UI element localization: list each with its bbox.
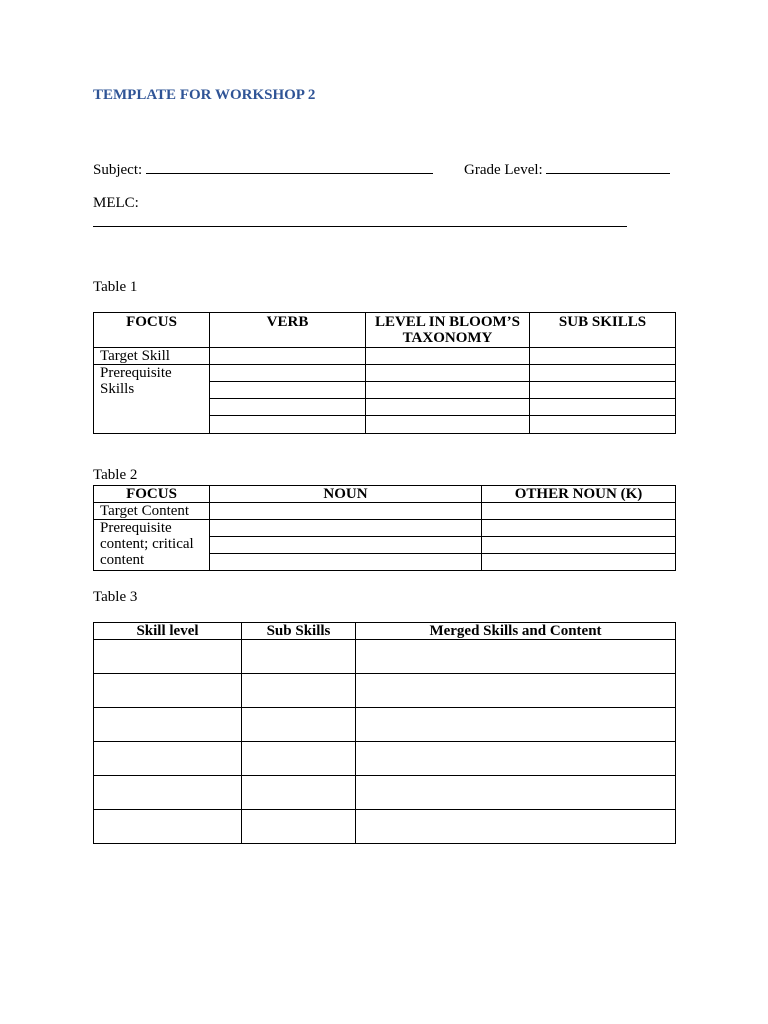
table-cell[interactable] (482, 503, 676, 520)
table-3 (93, 622, 676, 844)
table-row (94, 365, 676, 382)
page-title: TEMPLATE FOR WORKSHOP 2 (93, 87, 316, 103)
table2-row-label-target-content: Target Content (94, 503, 210, 520)
subject-label: Subject: (93, 162, 143, 178)
table-cell[interactable] (356, 708, 676, 742)
table-cell[interactable] (210, 554, 482, 571)
table-cell[interactable] (242, 640, 356, 674)
table-row (94, 708, 676, 742)
table-cell[interactable] (530, 416, 676, 434)
table-row (94, 640, 676, 674)
table-cell[interactable] (366, 382, 530, 399)
table-cell[interactable] (242, 674, 356, 708)
melc-label: MELC: (93, 195, 139, 211)
table-row (94, 348, 676, 365)
grade-level-field[interactable] (546, 161, 670, 174)
table-cell[interactable] (242, 742, 356, 776)
subject-line (93, 161, 433, 179)
table-cell[interactable] (210, 503, 482, 520)
table-row (94, 674, 676, 708)
subject-field[interactable] (146, 161, 433, 174)
table-2 (93, 485, 676, 571)
table-cell[interactable] (356, 674, 676, 708)
table-cell[interactable] (210, 365, 366, 382)
table1-header-sub-skills: SUB SKILLS (530, 313, 676, 348)
table2-header-row (94, 486, 676, 503)
table-row (94, 503, 676, 520)
table-cell[interactable] (242, 810, 356, 844)
table2-header-other-noun: OTHER NOUN (K) (482, 486, 676, 503)
table-cell[interactable] (210, 416, 366, 434)
table2-header-noun: NOUN (210, 486, 482, 503)
table3-header-merged: Merged Skills and Content (356, 623, 676, 640)
table-cell[interactable] (366, 416, 530, 434)
table-cell[interactable] (530, 382, 676, 399)
table-cell[interactable] (366, 399, 530, 416)
table2-header-focus: FOCUS (94, 486, 210, 503)
table-cell[interactable] (94, 742, 242, 776)
table3-header-sub-skills: Sub Skills (242, 623, 356, 640)
table-cell[interactable] (482, 554, 676, 571)
table-cell[interactable] (482, 537, 676, 554)
table-cell[interactable] (242, 708, 356, 742)
table-cell[interactable] (210, 348, 366, 365)
table-cell[interactable] (356, 776, 676, 810)
table-cell[interactable] (356, 640, 676, 674)
table1-header-focus: FOCUS (94, 313, 210, 348)
table2-caption: Table 2 (93, 467, 138, 483)
table-1 (93, 312, 676, 434)
table-cell[interactable] (366, 365, 530, 382)
table-cell[interactable] (530, 348, 676, 365)
table-cell[interactable] (530, 365, 676, 382)
table-cell[interactable] (210, 399, 366, 416)
table-cell[interactable] (356, 810, 676, 844)
melc-field[interactable] (93, 226, 627, 227)
table-cell[interactable] (530, 399, 676, 416)
table-cell[interactable] (94, 708, 242, 742)
table-cell[interactable] (210, 537, 482, 554)
table1-caption: Table 1 (93, 279, 138, 295)
table3-header-skill-level: Skill level (94, 623, 242, 640)
table3-header-row (94, 623, 676, 640)
table-row (94, 776, 676, 810)
grade-level-line (464, 161, 670, 179)
table-cell[interactable] (210, 382, 366, 399)
table1-row-label-prerequisite-skills: Prerequisite Skills (94, 365, 210, 434)
table-row (94, 742, 676, 776)
table-cell[interactable] (94, 810, 242, 844)
table3-caption: Table 3 (93, 589, 138, 605)
table1-header-verb: VERB (210, 313, 366, 348)
table-cell[interactable] (94, 640, 242, 674)
table-cell[interactable] (210, 520, 482, 537)
table-row (94, 520, 676, 537)
table-row (94, 810, 676, 844)
table-cell[interactable] (94, 776, 242, 810)
table1-row-label-target-skill: Target Skill (94, 348, 210, 365)
table-cell[interactable] (366, 348, 530, 365)
table-cell[interactable] (94, 674, 242, 708)
table-cell[interactable] (242, 776, 356, 810)
table2-row-label-prerequisite-content: Prerequisite content; critical content (94, 520, 210, 571)
table1-header-bloom-level: LEVEL IN BLOOM’S TAXONOMY (366, 313, 530, 348)
table-cell[interactable] (356, 742, 676, 776)
table1-header-row (94, 313, 676, 348)
grade-level-label: Grade Level: (464, 162, 543, 178)
table-cell[interactable] (482, 520, 676, 537)
